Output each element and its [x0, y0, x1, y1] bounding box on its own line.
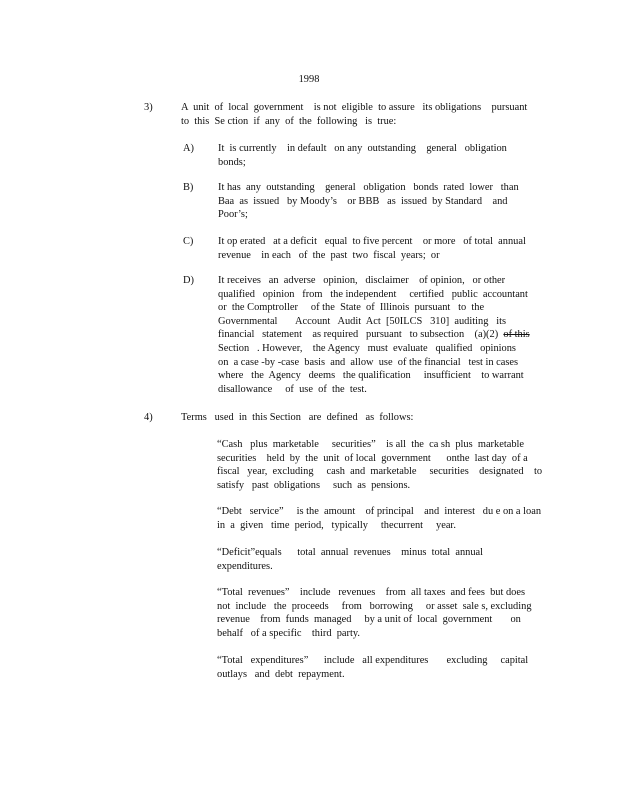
- item-3-text: [181, 101, 527, 128]
- text-line: revenue from funds managed by a unit of local government on: [217, 614, 521, 626]
- text-line: to this Se ction if any of the following is true:: [181, 115, 397, 127]
- text-line: or the Comptroller of the State of Illinois pursuant to the: [218, 302, 485, 314]
- subitem-text: [218, 274, 530, 396]
- text-line: It op erated at a deficit equal to five percent or more of total annual: [218, 236, 526, 247]
- text-line: Poor’s;: [218, 209, 248, 221]
- subitem-label: A): [183, 143, 194, 154]
- text-line: outlays and debt repayment.: [217, 668, 345, 680]
- text-line: fiscal year, excluding cash and marketable securities designated to: [217, 466, 543, 478]
- text-line: Governmental Account Audit Act [50ILCS 310] auditing its: [218, 315, 507, 327]
- struck-text: of this: [503, 329, 530, 341]
- definition-deficit: [217, 546, 483, 573]
- text-line: “Total revenues” include revenues from all taxes and fees but does: [217, 587, 525, 598]
- text-line: “Deficit”equals total annual revenues minus total annual: [217, 547, 484, 558]
- text-line: where the Agency deems the qualification insufficient to warrant: [218, 370, 524, 382]
- text-line: in a given time period, typically thecurrent year.: [217, 519, 456, 531]
- definition-debt-service: [217, 505, 541, 532]
- item-number: 3): [144, 102, 153, 113]
- item-4-text: [181, 411, 413, 425]
- text-line: It receives an adverse opinion, disclaimer of opinion, or other: [218, 275, 506, 286]
- subitem-text: [218, 235, 526, 262]
- text-segment: financial statement as required pursuant to subsection (a)(2): [218, 329, 499, 341]
- definition-cash-securities: [217, 438, 542, 492]
- subitem-label: B): [183, 182, 194, 193]
- text-line: It has any outstanding general obligation bonds rated lower than: [218, 182, 519, 193]
- text-line: Baa as issued by Moody’s or BBB as issued by Standard and: [218, 195, 508, 207]
- subitem-label: C): [183, 236, 194, 247]
- subitem-text: [218, 181, 519, 222]
- text-line: A unit of local government is not eligible to assure its obligations pursuant: [181, 102, 528, 113]
- definition-total-revenues: [217, 586, 532, 640]
- text-line: Terms used in this Section are defined as follows:: [181, 412, 414, 423]
- text-line: on a case -by -case basis and allow use of the financial test in cases: [218, 356, 519, 368]
- text-line: disallowance of use of the test.: [218, 383, 367, 395]
- text-line: expenditures.: [217, 560, 273, 572]
- text-line: “Debt service” is the amount of principal and interest du e on a loan: [217, 506, 542, 517]
- text-line: not include the proceeds from borrowing or asset sale s, excluding: [217, 600, 532, 612]
- page-number: 1998: [298, 74, 320, 85]
- subitem-label: D): [183, 275, 194, 286]
- text-line: bonds;: [218, 156, 246, 168]
- text-line: “Cash plus marketable securities” is all the ca sh plus marketable: [217, 439, 525, 450]
- text-line: It is currently in default on any outstanding general obligation: [218, 143, 507, 154]
- subitem-text: [218, 142, 507, 169]
- text-line: satisfy past obligations such as pensions.: [217, 479, 411, 491]
- text-line: behalf of a specific third party.: [217, 627, 361, 639]
- text-line: revenue in each of the past two fiscal years; or: [218, 249, 440, 261]
- text-line: securities held by the unit of local government onthe last day of a: [217, 452, 528, 464]
- item-number: 4): [144, 412, 153, 423]
- text-line: qualified opinion from the independent certified public accountant: [218, 288, 528, 300]
- definition-total-expenditures: [217, 654, 528, 681]
- text-line: [218, 328, 530, 342]
- text-line: Section . However, the Agency must evaluate qualified opinions: [218, 342, 516, 354]
- text-line: “Total expenditures” include all expenditures excluding capital: [217, 655, 529, 666]
